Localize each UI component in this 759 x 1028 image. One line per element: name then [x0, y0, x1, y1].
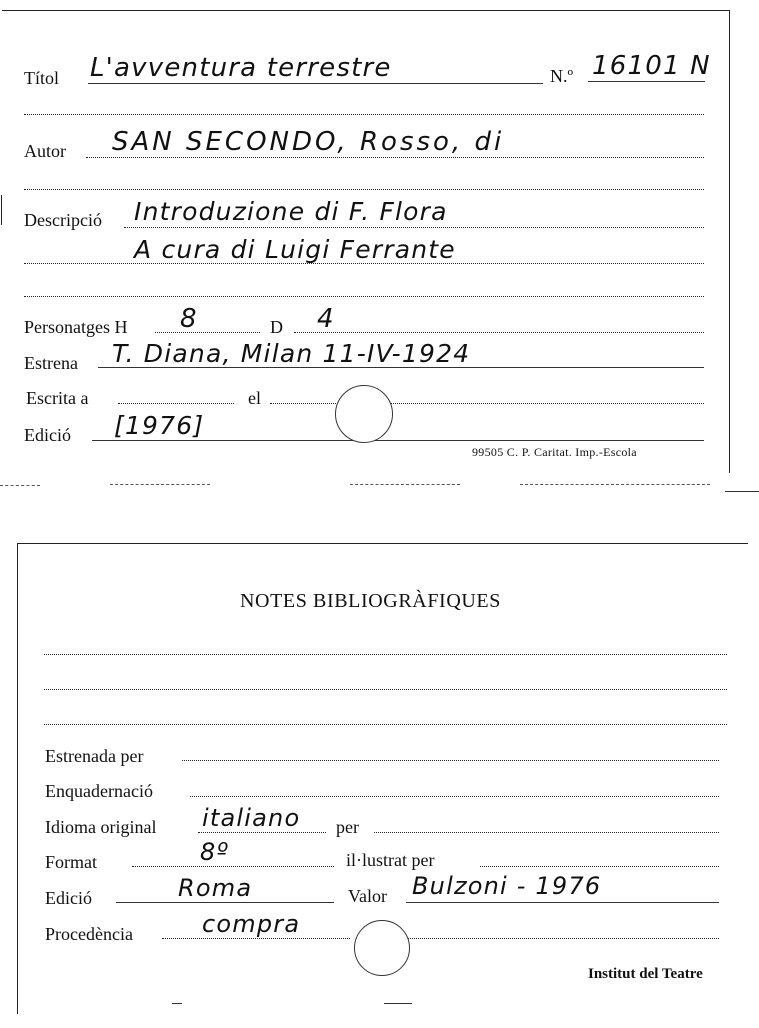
descripcio-line-1 — [124, 227, 704, 228]
scan-edge-mark — [1, 195, 2, 225]
procedencia-value: compra — [202, 910, 301, 938]
estrena-label: Estrena — [24, 353, 78, 373]
descripcio-value-2: A cura di Luigi Ferrante — [134, 235, 456, 264]
descripcio-value-1: Introduzione di F. Flora — [134, 197, 448, 226]
escrita-el-line — [270, 403, 704, 404]
edicio-label: Edició — [24, 425, 71, 445]
catalog-card-back — [17, 543, 748, 1014]
notes-line-1 — [44, 654, 727, 655]
format-label: Format — [45, 852, 97, 872]
autor-line — [86, 157, 704, 158]
scan-edge-mark — [384, 1003, 412, 1004]
titol-line — [88, 83, 543, 84]
titol-label: Títol — [24, 68, 59, 88]
estrenada-label: Estrenada per — [45, 746, 144, 766]
idioma-per-line — [374, 832, 719, 833]
idioma-line — [198, 832, 326, 833]
scan-edge-mark — [172, 1003, 182, 1004]
numero-value: 16101 N — [592, 51, 711, 81]
personatges-h-value: 8 — [180, 304, 198, 334]
personatges-d-line — [294, 332, 704, 333]
scan-edge-mark — [110, 484, 210, 485]
scan-edge-mark — [350, 484, 460, 485]
estrena-value: T. Diana, Milan 11-IV-1924 — [112, 339, 471, 368]
scan-edge-mark — [725, 491, 759, 492]
titol-value: L'avventura terrestre — [90, 53, 392, 83]
escrita-line — [118, 403, 234, 404]
numero-label: N.º — [550, 66, 574, 86]
autor-value: SAN SECONDO, Rosso, di — [112, 127, 505, 157]
scan-edge-mark — [0, 485, 40, 486]
scan-edge-mark — [520, 484, 710, 485]
personatges-h-line — [155, 332, 260, 333]
titol-continuation-line — [24, 114, 704, 115]
punch-hole — [335, 385, 393, 443]
personatges-d-label: D — [270, 317, 283, 337]
escrita-el-label: el — [248, 388, 261, 408]
procedencia-line — [162, 938, 350, 939]
procedencia-label: Procedència — [45, 924, 133, 944]
escrita-label: Escrita a — [26, 388, 89, 408]
personatges-h-label: Personatges H — [24, 317, 128, 337]
valor-line — [406, 902, 719, 903]
punch-hole — [354, 920, 410, 976]
enquadernacio-label: Enquadernació — [45, 781, 153, 801]
institution-name: Institut del Teatre — [588, 966, 703, 982]
descripcio-label: Descripció — [24, 210, 102, 230]
idioma-value: italiano — [202, 804, 301, 832]
idioma-per-label: per — [336, 817, 359, 837]
valor-value: Bulzoni - 1976 — [412, 872, 602, 900]
edicio-line — [92, 440, 704, 441]
format-value: 8º — [200, 838, 229, 866]
notes-line-3 — [44, 724, 727, 725]
format-line — [132, 866, 334, 867]
catalog-card-front — [2, 10, 730, 473]
personatges-d-value: 4 — [317, 304, 335, 334]
back-edicio-label: Edició — [45, 888, 92, 908]
back-edicio-value: Roma — [178, 874, 253, 902]
estrenada-line — [182, 760, 719, 761]
idioma-label: Idioma original — [45, 817, 157, 837]
enquadernacio-line — [190, 796, 719, 797]
autor-continuation-line — [24, 189, 704, 190]
procedencia-extra-line — [408, 938, 719, 939]
edicio-value: [1976] — [114, 411, 205, 440]
descripcio-line-3 — [24, 296, 704, 297]
numero-line — [588, 81, 705, 82]
autor-label: Autor — [24, 141, 66, 161]
valor-label: Valor — [348, 886, 387, 906]
notes-heading: NOTES BIBLIOGRÀFIQUES — [240, 590, 501, 612]
printer-mark: 99505 C. P. Caritat. Imp.-Escola — [472, 445, 637, 459]
illustrat-label: il·lustrat per — [346, 850, 435, 870]
notes-line-2 — [44, 689, 727, 690]
illustrat-line — [480, 866, 719, 867]
back-edicio-line — [116, 902, 334, 903]
